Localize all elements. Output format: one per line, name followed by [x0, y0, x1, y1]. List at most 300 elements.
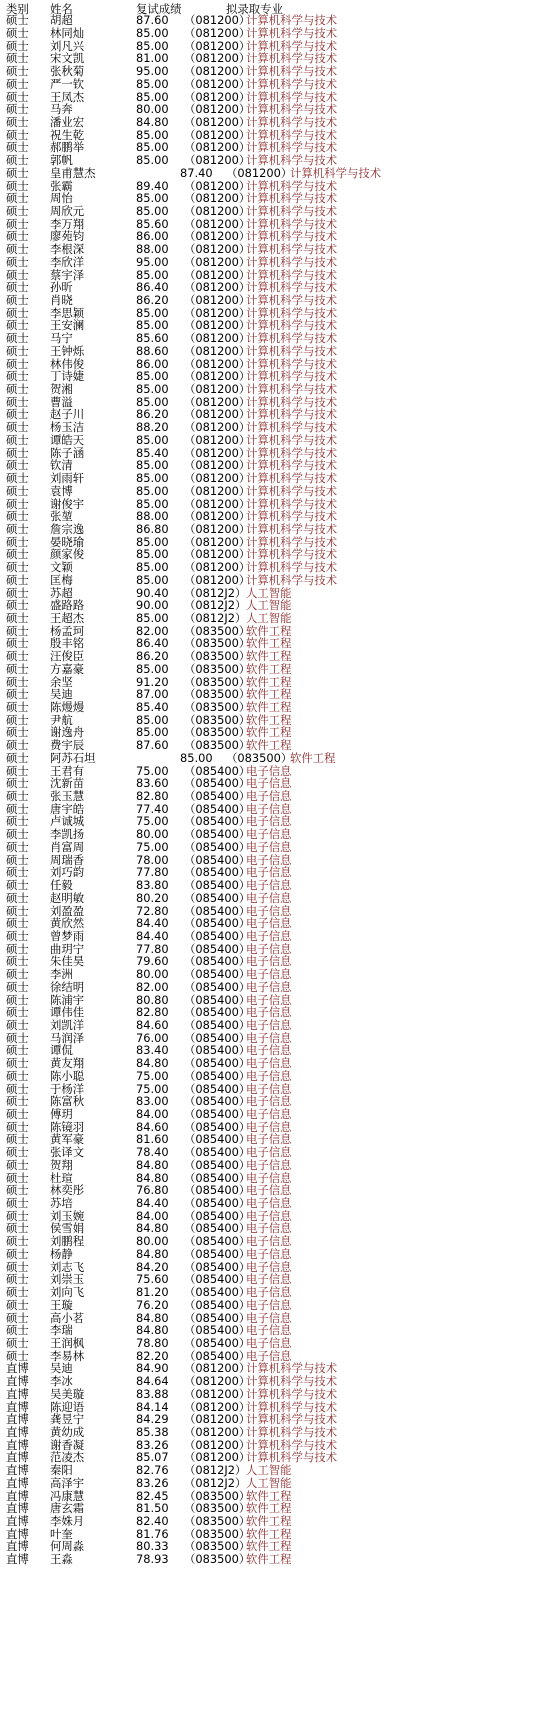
major-name-cell: 电子信息	[246, 1234, 292, 1249]
table-row	[0, 256, 540, 269]
table-row	[0, 1464, 540, 1477]
table-row	[0, 701, 540, 714]
major-name-cell: 电子信息	[246, 763, 292, 778]
major-name-cell: 电子信息	[246, 1323, 292, 1338]
category-cell: 硕士	[6, 140, 29, 155]
category-cell: 硕士	[6, 598, 29, 613]
name-cell: 廖苑钧	[50, 229, 85, 244]
name-cell: 刘凯洋	[50, 1017, 85, 1032]
major-code-cell: （085400）	[184, 979, 251, 994]
category-cell: 硕士	[6, 25, 29, 40]
major-code-cell: （085400）	[184, 801, 251, 816]
category-cell: 硕士	[6, 445, 29, 460]
score-cell: 85.00	[136, 89, 169, 104]
name-cell: 刘志飞	[50, 1259, 85, 1274]
score-cell: 83.88	[136, 1386, 169, 1401]
category-cell: 直博	[6, 1450, 29, 1465]
major-code-cell: （083500）	[184, 1526, 251, 1541]
category-cell: 硕士	[6, 814, 29, 829]
major-code-cell: （081200）	[184, 127, 251, 142]
category-cell: 硕士	[6, 203, 29, 218]
score-cell: 86.40	[136, 636, 169, 651]
category-cell: 硕士	[6, 674, 29, 689]
name-cell: 文颖	[50, 560, 73, 575]
name-cell: 唐玄霜	[50, 1501, 85, 1516]
score-cell: 84.00	[136, 1107, 169, 1121]
category-cell: 硕士	[6, 1272, 29, 1287]
major-name-cell: 计算机科学与技术	[246, 407, 338, 422]
major-name-cell: 电子信息	[246, 1005, 292, 1020]
major-name-cell: 电子信息	[246, 1094, 292, 1109]
category-cell: 硕士	[6, 1145, 29, 1160]
major-name-cell: 计算机科学与技术	[246, 140, 338, 155]
name-cell: 晏晓瑜	[50, 534, 85, 549]
name-cell: 陈小聪	[50, 1068, 85, 1083]
major-code-cell: （085400）	[184, 839, 251, 854]
name-cell: 宋文凯	[50, 51, 85, 66]
major-name-cell: 电子信息	[246, 1119, 292, 1134]
name-cell: 谭皓天	[50, 432, 85, 447]
name-cell: 曲玥宁	[50, 941, 85, 956]
category-cell: 直博	[6, 1501, 29, 1516]
table-row	[0, 1248, 540, 1261]
table-row	[0, 523, 540, 536]
major-name-cell: 电子信息	[246, 776, 292, 791]
major-code-cell: （085400）	[184, 1145, 251, 1160]
major-name-cell: 人工智能	[246, 610, 292, 625]
name-cell: 谭侃	[50, 1043, 73, 1058]
major-code-cell: （081200）	[184, 254, 251, 269]
major-code-cell: （081200）	[184, 521, 251, 536]
header-major: 拟录取专业	[226, 2, 283, 16]
score-cell: 82.80	[136, 1005, 169, 1020]
category-cell: 直博	[6, 1412, 29, 1427]
score-cell: 85.00	[136, 547, 169, 562]
major-code-cell: （081200）	[184, 483, 251, 498]
name-cell: 贺翔	[50, 1157, 73, 1172]
table-row	[0, 1426, 540, 1439]
name-cell: 谢俊宇	[50, 496, 85, 511]
category-cell: 硕士	[6, 356, 29, 371]
name-cell: 吴迪	[50, 687, 73, 702]
major-code-cell: （085400）	[184, 954, 251, 969]
table-row	[0, 1070, 540, 1083]
major-name-cell: 电子信息	[246, 916, 292, 931]
category-cell: 直博	[6, 1374, 29, 1389]
score-cell: 78.00	[136, 852, 169, 867]
score-cell: 85.00	[136, 153, 169, 168]
major-name-cell: 人工智能	[246, 585, 292, 600]
score-cell: 78.93	[136, 1552, 169, 1567]
name-cell: 王君有	[50, 763, 85, 778]
table-row	[0, 1515, 540, 1528]
name-cell: 匡梅	[50, 572, 73, 587]
major-code-cell: （0812J2）	[184, 585, 247, 600]
name-cell: 赵明敏	[50, 890, 85, 905]
score-cell: 82.00	[136, 979, 169, 994]
score-cell: 84.40	[136, 1196, 169, 1211]
major-name-cell: 软件工程	[246, 725, 292, 740]
category-cell: 硕士	[6, 153, 29, 168]
category-cell: 硕士	[6, 827, 29, 842]
major-code-cell: （085400）	[184, 789, 251, 804]
score-cell: 83.26	[136, 1475, 169, 1490]
major-code-cell: （085400）	[184, 1107, 251, 1121]
name-cell: 汪俊臣	[50, 649, 85, 664]
category-cell: 硕士	[6, 102, 29, 117]
score-cell: 82.45	[136, 1488, 169, 1503]
score-cell: 87.00	[136, 687, 169, 702]
name-cell: 侯雪娟	[50, 1221, 85, 1236]
major-name-cell: 电子信息	[246, 1196, 292, 1211]
major-code-cell: （081200）	[184, 280, 251, 295]
major-name-cell: 计算机科学与技术	[246, 191, 338, 206]
category-cell: 硕士	[6, 928, 29, 943]
major-name-cell: 计算机科学与技术	[246, 394, 338, 409]
score-cell: 85.38	[136, 1424, 169, 1439]
category-cell: 直博	[6, 1399, 29, 1414]
major-name-cell: 电子信息	[246, 1157, 292, 1172]
category-cell: 硕士	[6, 432, 29, 447]
major-code-cell: （085400）	[184, 1272, 251, 1287]
major-code-cell: （085400）	[184, 827, 251, 842]
major-name-cell: 软件工程	[246, 636, 292, 651]
score-cell: 85.00	[136, 394, 169, 409]
major-name-cell: 电子信息	[246, 789, 292, 804]
major-name-cell: 电子信息	[246, 1132, 292, 1147]
major-name-cell: 软件工程	[246, 674, 292, 689]
category-cell: 硕士	[6, 407, 29, 422]
major-code-cell: （085400）	[184, 878, 251, 893]
score-cell: 85.00	[180, 750, 213, 765]
category-cell: 硕士	[6, 343, 29, 358]
category-cell: 硕士	[6, 38, 29, 53]
major-code-cell: （085400）	[184, 1030, 251, 1045]
name-cell: 陈富秋	[50, 1094, 85, 1109]
major-name-cell: 计算机科学与技术	[246, 432, 338, 447]
score-cell: 77.80	[136, 941, 169, 956]
category-cell: 直博	[6, 1539, 29, 1554]
table-row	[0, 243, 540, 256]
score-cell: 86.20	[136, 649, 169, 664]
major-name-cell: 计算机科学与技术	[246, 382, 338, 397]
score-cell: 85.40	[136, 445, 169, 460]
name-cell: 叶奎	[50, 1526, 73, 1541]
score-cell: 85.00	[136, 661, 169, 676]
category-cell: 硕士	[6, 471, 29, 486]
category-cell: 硕士	[6, 1285, 29, 1300]
category-cell: 硕士	[6, 178, 29, 193]
major-code-cell: （081200）	[184, 102, 251, 117]
major-code-cell: （083500）	[226, 750, 293, 765]
name-cell: 孙昕	[50, 280, 73, 295]
major-name-cell: 电子信息	[246, 954, 292, 969]
major-code-cell: （081200）	[184, 114, 251, 129]
major-name-cell: 电子信息	[246, 1183, 292, 1198]
major-code-cell: （083500）	[184, 636, 251, 651]
major-name-cell: 计算机科学与技术	[246, 471, 338, 486]
major-code-cell: （081200）	[184, 1412, 251, 1427]
major-code-cell: （081200）	[184, 420, 251, 435]
major-code-cell: （085400）	[184, 1259, 251, 1274]
category-cell: 硕士	[6, 547, 29, 562]
score-cell: 85.00	[136, 140, 169, 155]
name-cell: 李万翔	[50, 216, 85, 231]
category-cell: 硕士	[6, 1056, 29, 1071]
name-cell: 肖晓	[50, 293, 73, 307]
major-code-cell: （083500）	[184, 1539, 251, 1554]
category-cell: 硕士	[6, 789, 29, 804]
major-name-cell: 电子信息	[246, 801, 292, 816]
category-cell: 硕士	[6, 127, 29, 142]
major-name-cell: 计算机科学与技术	[246, 178, 338, 193]
table-row	[0, 1477, 540, 1490]
name-cell: 黄幼成	[50, 1424, 85, 1439]
category-cell: 硕士	[6, 1234, 29, 1249]
name-cell: 方嘉豪	[50, 661, 85, 676]
name-cell: 王璇	[50, 1297, 73, 1312]
major-name-cell: 电子信息	[246, 1348, 292, 1363]
major-name-cell: 计算机科学与技术	[246, 102, 338, 117]
major-name-cell: 计算机科学与技术	[246, 1450, 338, 1465]
score-cell: 90.00	[136, 598, 169, 613]
major-code-cell: （081200）	[184, 407, 251, 422]
major-code-cell: （083500）	[184, 649, 251, 664]
table-row	[0, 841, 540, 854]
major-name-cell: 计算机科学与技术	[246, 458, 338, 473]
category-cell: 直博	[6, 1386, 29, 1401]
major-name-cell: 计算机科学与技术	[246, 280, 338, 295]
table-row	[0, 1057, 540, 1070]
score-cell: 78.80	[136, 1335, 169, 1350]
score-cell: 84.64	[136, 1374, 169, 1389]
major-code-cell: （083500）	[184, 738, 251, 753]
table-row	[0, 205, 540, 218]
category-cell: 硕士	[6, 51, 29, 66]
name-cell: 郝鹏举	[50, 140, 85, 155]
table-row	[0, 930, 540, 943]
major-name-cell: 计算机科学与技术	[246, 331, 338, 346]
major-name-cell: 计算机科学与技术	[246, 89, 338, 104]
score-cell: 84.80	[136, 1246, 169, 1261]
score-cell: 84.80	[136, 1170, 169, 1185]
major-code-cell: （085400）	[184, 1132, 251, 1147]
name-cell: 马奔	[50, 102, 73, 117]
category-cell: 硕士	[6, 76, 29, 91]
major-code-cell: （081200）	[184, 471, 251, 486]
name-cell: 黄军豪	[50, 1132, 85, 1147]
major-name-cell: 电子信息	[246, 1335, 292, 1350]
major-code-cell: （085400）	[184, 1285, 251, 1300]
major-code-cell: （0812J2）	[184, 1475, 247, 1490]
name-cell: 杜瑄	[50, 1170, 73, 1185]
major-name-cell: 计算机科学与技术	[246, 216, 338, 231]
major-name-cell: 人工智能	[246, 1463, 292, 1478]
category-cell: 硕士	[6, 661, 29, 676]
category-cell: 直博	[6, 1463, 29, 1478]
major-name-cell: 计算机科学与技术	[246, 420, 338, 435]
major-name-cell: 计算机科学与技术	[246, 203, 338, 218]
major-name-cell: 电子信息	[246, 979, 292, 994]
category-cell: 硕士	[6, 687, 29, 702]
table-row	[0, 1019, 540, 1032]
name-cell: 沈新苗	[50, 776, 85, 791]
name-cell: 李欣洋	[50, 254, 85, 269]
major-code-cell: （081200）	[184, 1450, 251, 1465]
name-cell: 胡超	[50, 13, 73, 28]
category-cell: 硕士	[6, 420, 29, 435]
major-name-cell: 计算机科学与技术	[246, 305, 338, 320]
name-cell: 陈镜羽	[50, 1119, 85, 1134]
major-name-cell: 电子信息	[246, 1297, 292, 1312]
score-cell: 85.00	[136, 318, 169, 333]
table-row	[0, 879, 540, 892]
table-row	[0, 14, 540, 27]
major-name-cell: 计算机科学与技术	[246, 127, 338, 142]
score-cell: 85.00	[136, 267, 169, 282]
major-code-cell: （085400）	[184, 763, 251, 778]
name-cell: 李根深	[50, 242, 85, 257]
category-cell: 硕士	[6, 534, 29, 549]
category-cell: 硕士	[6, 394, 29, 409]
category-cell: 硕士	[6, 1208, 29, 1223]
table-row	[0, 345, 540, 358]
major-name-cell: 软件工程	[290, 750, 336, 765]
score-cell: 85.00	[136, 38, 169, 53]
score-cell: 81.20	[136, 1285, 169, 1300]
major-code-cell: （085400）	[184, 1119, 251, 1134]
table-row	[0, 739, 540, 752]
name-cell: 尹航	[50, 712, 73, 727]
major-code-cell: （0812J2）	[184, 1463, 247, 1478]
score-cell: 81.76	[136, 1526, 169, 1541]
score-cell: 84.80	[136, 1157, 169, 1172]
name-cell: 赵子川	[50, 407, 85, 422]
category-cell: 硕士	[6, 903, 29, 918]
category-cell: 硕士	[6, 1183, 29, 1198]
name-cell: 曾梦雨	[50, 928, 85, 943]
category-cell: 硕士	[6, 979, 29, 994]
major-code-cell: （081200）	[184, 382, 251, 397]
major-code-cell: （085400）	[184, 1310, 251, 1325]
category-cell: 硕士	[6, 267, 29, 282]
name-cell: 龚昱宁	[50, 1412, 85, 1427]
category-cell: 硕士	[6, 521, 29, 536]
major-code-cell: （081200）	[184, 229, 251, 244]
name-cell: 张霸	[50, 178, 73, 193]
major-code-cell: （083500）	[184, 1552, 251, 1567]
table-row	[0, 154, 540, 167]
score-cell: 85.60	[136, 331, 169, 346]
major-name-cell: 计算机科学与技术	[246, 369, 338, 384]
table-row	[0, 790, 540, 803]
name-cell: 费宇辰	[50, 738, 85, 753]
name-cell: 皇甫慧杰	[50, 165, 96, 180]
name-cell: 王淼	[50, 1552, 73, 1567]
category-cell: 直博	[6, 1424, 29, 1439]
score-cell: 85.00	[136, 127, 169, 142]
category-cell: 硕士	[6, 483, 29, 498]
name-cell: 谢逸舟	[50, 725, 85, 740]
score-cell: 76.20	[136, 1297, 169, 1312]
name-cell: 刘盈盈	[50, 903, 85, 918]
major-code-cell: （081200）	[184, 343, 251, 358]
table-row	[0, 752, 540, 765]
major-name-cell: 计算机科学与技术	[246, 229, 338, 244]
major-name-cell: 软件工程	[246, 700, 292, 714]
major-code-cell: （083500）	[184, 661, 251, 676]
name-cell: 陈迎语	[50, 1399, 85, 1414]
major-code-cell: （081200）	[184, 1386, 251, 1401]
category-cell: 硕士	[6, 954, 29, 969]
major-name-cell: 电子信息	[246, 1145, 292, 1160]
name-cell: 黄欣然	[50, 916, 85, 931]
major-code-cell: （081200）	[184, 1437, 251, 1452]
major-code-cell: （083500）	[184, 674, 251, 689]
table-row	[0, 1159, 540, 1172]
name-cell: 于杨洋	[50, 1081, 85, 1096]
score-cell: 87.40	[180, 165, 213, 180]
name-cell: 唐宇皓	[50, 801, 85, 816]
major-name-cell: 计算机科学与技术	[246, 445, 338, 460]
major-code-cell: （085400）	[184, 1208, 251, 1223]
table-row	[0, 1197, 540, 1210]
name-cell: 颜家俊	[50, 547, 85, 562]
major-name-cell: 电子信息	[246, 1285, 292, 1300]
table-row	[0, 1375, 540, 1388]
major-code-cell: （083500）	[184, 1501, 251, 1516]
major-name-cell: 电子信息	[246, 992, 292, 1007]
score-cell: 84.60	[136, 1119, 169, 1134]
name-cell: 严一钦	[50, 76, 85, 91]
score-cell: 84.80	[136, 1221, 169, 1236]
major-name-cell: 电子信息	[246, 1272, 292, 1287]
category-cell: 硕士	[6, 1005, 29, 1020]
major-code-cell: （0812J2）	[184, 610, 247, 625]
name-cell: 谢香凝	[50, 1437, 85, 1452]
name-cell: 殷丰铭	[50, 636, 85, 651]
score-cell: 85.00	[136, 560, 169, 575]
major-code-cell: （085400）	[184, 1335, 251, 1350]
category-cell: 硕士	[6, 738, 29, 753]
major-code-cell: （081200）	[184, 76, 251, 91]
category-cell: 硕士	[6, 916, 29, 931]
category-cell: 硕士	[6, 1246, 29, 1261]
name-cell: 刘玉婉	[50, 1208, 85, 1223]
major-code-cell: （081200）	[184, 25, 251, 40]
major-name-cell: 电子信息	[246, 1068, 292, 1083]
major-code-cell: （081200）	[184, 1399, 251, 1414]
major-name-cell: 计算机科学与技术	[246, 293, 338, 307]
major-code-cell: （081200）	[184, 458, 251, 473]
major-name-cell: 电子信息	[246, 839, 292, 854]
table-row	[0, 1553, 540, 1566]
score-cell: 85.00	[136, 76, 169, 91]
score-cell: 77.40	[136, 801, 169, 816]
score-cell: 76.00	[136, 1030, 169, 1045]
score-cell: 85.00	[136, 432, 169, 447]
name-cell: 王润枫	[50, 1335, 85, 1350]
major-code-cell: （081200）	[184, 331, 251, 346]
major-code-cell: （085400）	[184, 992, 251, 1007]
major-code-cell: （081200）	[184, 1424, 251, 1439]
name-cell: 李瑞	[50, 1323, 73, 1338]
major-name-cell: 计算机科学与技术	[246, 242, 338, 257]
major-code-cell: （083500）	[184, 725, 251, 740]
major-name-cell: 计算机科学与技术	[246, 64, 338, 79]
name-cell: 阿苏石坦	[50, 750, 96, 765]
major-name-cell: 软件工程	[246, 687, 292, 702]
